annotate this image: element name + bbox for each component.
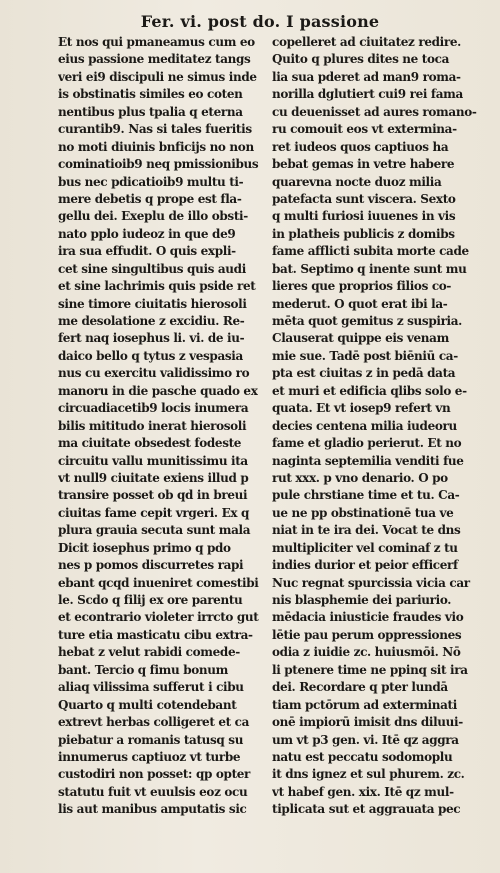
text-line: rut xxx. p vno denario. O po [272, 470, 448, 485]
text-line: ue ne pp obstinationē tua ve [272, 505, 454, 520]
text-line: nato pplo iudeoz in que de9 [58, 226, 236, 241]
text-line: it dns ignez et sul phurem. zc. [272, 767, 465, 782]
text-line: eius passione meditatez tangs [58, 52, 251, 67]
text-line: ebant qcqd inueniret comestibi [58, 575, 259, 590]
text-line: le. Scdo q filij ex ore parentu [58, 593, 243, 607]
text-line: aliaq vilissima sufferut i cibu [58, 680, 244, 695]
text-line: Clauserat quippe eis venam [272, 331, 449, 346]
text-line: Quarto q multi cotendebant [58, 697, 237, 712]
text-line: daico bello q tytus z vespasia [58, 348, 243, 363]
text-line: lis aut manibus amputatis sic [58, 802, 247, 817]
text-line: no moti diuinis bnficijs no non [58, 139, 254, 154]
text-line: bus nec pdicatioib9 multu ti- [58, 174, 244, 189]
text-line: onē impiorū imisit dns diluui- [272, 715, 463, 730]
text-line: mederut. O quot erat ibi la- [272, 296, 448, 311]
text-line: bat. Septimo q inente sunt mu [272, 261, 467, 276]
text-line: fame et gladio perierut. Et no [272, 436, 462, 451]
right-text-column [272, 34, 480, 819]
text-line: bebat gemas in vetre habere [272, 157, 455, 172]
text-line: decies centena milia iudeoru [272, 418, 457, 433]
text-line: bilis mititudo inerat hierosoli [58, 418, 247, 433]
text-line: cominatioib9 neq pmissionibus [58, 157, 259, 172]
text-line: pta est ciuitas z in pedā data [272, 366, 456, 381]
text-line: statutu fuit vt euulsis eoz ocu [58, 784, 248, 799]
text-line: nus cu exercitu validissimo ro [58, 366, 250, 381]
text-line: li ptenere time ne ppinq sit ira [272, 662, 468, 677]
text-line: quata. Et vt iosep9 refert vn [272, 401, 451, 416]
text-line: ira sua effudit. O quis expli- [58, 244, 236, 259]
text-line: ciuitas fame cepit vrgeri. Ex q [58, 505, 250, 520]
text-line: mere debetis q prope est fla- [58, 191, 242, 206]
text-line: innumerus captiuoz vt turbe [58, 749, 241, 764]
text-line: piebatur a romanis tatusq su [58, 732, 244, 747]
text-line: custodiri non posset: qp opter [58, 767, 251, 782]
text-line: fame afflicti subita morte cade [272, 244, 469, 259]
text-line: copelleret ad ciuitatez redire. [272, 35, 461, 49]
text-line: niat in te ira dei. Vocat te dns [272, 523, 461, 538]
text-line: plura grauia secuta sunt mala [58, 523, 251, 538]
running-header: Fer. vi. post do. I passione [140, 12, 380, 31]
text-line: pule chrstiane time et tu. Ca- [272, 488, 460, 503]
text-line: lieres que proprios filios co- [272, 279, 452, 294]
text-line: circuadiacetib9 locis inumera [58, 401, 249, 416]
text-line: et econtrario violeter irrcto gut [58, 610, 259, 625]
text-line: mie sue. Tadē post biēniū ca- [272, 348, 458, 363]
text-line: is obstinatis similes eo coten [58, 87, 243, 102]
text-line: naginta septemilia venditi fue [272, 453, 464, 468]
text-line: transire posset ob qd in breui [58, 488, 248, 503]
text-line: manoru in die pasche quado ex [58, 383, 258, 398]
text-line: vt habef gen. xix. Itē qz mul- [272, 784, 454, 799]
text-line: sine timore ciuitatis hierosoli [58, 296, 247, 311]
text-line: lia sua pderet ad man9 roma- [272, 69, 461, 84]
text-line: bant. Tercio q fimu bonum [58, 662, 229, 677]
text-line: ru comouit eos vt extermina- [272, 122, 457, 137]
text-line: hebat z velut rabidi comede- [58, 645, 240, 660]
text-line: tiam pctōrum ad exterminati [272, 697, 457, 712]
text-line: norilla dglutiert cui9 rei fama [272, 87, 463, 102]
text-line: lētie pau perum oppressiones [272, 627, 462, 642]
text-line: in platheis publicis z domibs [272, 226, 455, 241]
text-line: tiplicata sut et aggrauata pec [272, 802, 461, 817]
text-line: cet sine singultibus quis audi [58, 261, 246, 276]
text-line: ma ciuitate obsedest fodeste [58, 436, 242, 451]
text-line: mēdacia iniusticie fraudes vio [272, 610, 464, 625]
text-line: curantib9. Nas si tales fueritis [58, 122, 252, 137]
text-line: vt null9 ciuitate exiens illud p [58, 470, 249, 485]
text-line: et sine lachrimis quis pside ret [58, 279, 256, 294]
text-line: quarevna nocte duoz milia [272, 174, 442, 189]
left-text-column [58, 34, 262, 819]
text-line: Dicit iosephus primo q pdo [58, 540, 231, 555]
text-line: patefacta sunt viscera. Sexto [272, 191, 456, 206]
text-line: veri ei9 discipuli ne simus inde [58, 69, 257, 84]
text-line: nentibus plus tpalia q eterna [58, 104, 243, 119]
text-line: q multi furiosi iuuenes in vis [272, 209, 456, 224]
text-line: cu deuenisset ad aures romano- [272, 104, 477, 119]
text-line: et muri et edificia qlibs solo e- [272, 383, 467, 398]
text-line: natu est peccatu sodomoplu [272, 749, 453, 764]
text-line: Et nos qui pmaneamus cum eo [58, 35, 255, 49]
text-line: ture etia masticatu cibu extra- [58, 627, 253, 642]
text-line: mēta quot gemitus z suspiria. [272, 314, 463, 328]
text-line: fert naq iosephus li. vi. de iu- [58, 331, 245, 346]
text-line: nes p pomos discurretes rapi [58, 558, 244, 573]
text-line: nis blasphemie dei pariurio. [272, 593, 452, 607]
text-line: Quito q plures dites ne toca [272, 52, 450, 67]
text-line: indies durior et peior efficerf [272, 558, 458, 573]
text-line: Nuc regnat spurcissia vicia car [272, 575, 470, 590]
text-line: me desolatione z excidiu. Re- [58, 314, 245, 328]
text-line: multipliciter vel cominaf z tu [272, 540, 458, 555]
text-line: dei. Recordare q pter lundā [272, 680, 448, 695]
text-line: extrevt herbas colligeret et ca [58, 715, 250, 730]
text-line: circuitu vallu munitissimu ita [58, 453, 248, 468]
text-line: um vt p3 gen. vi. Itē qz aggra [272, 732, 459, 747]
text-line: gellu dei. Exeplu de illo obsti- [58, 209, 248, 224]
text-line: ret iudeos quos captiuos ha [272, 139, 449, 154]
text-line: odia z iuidie zc. huiusmōi. Nō [272, 645, 461, 660]
